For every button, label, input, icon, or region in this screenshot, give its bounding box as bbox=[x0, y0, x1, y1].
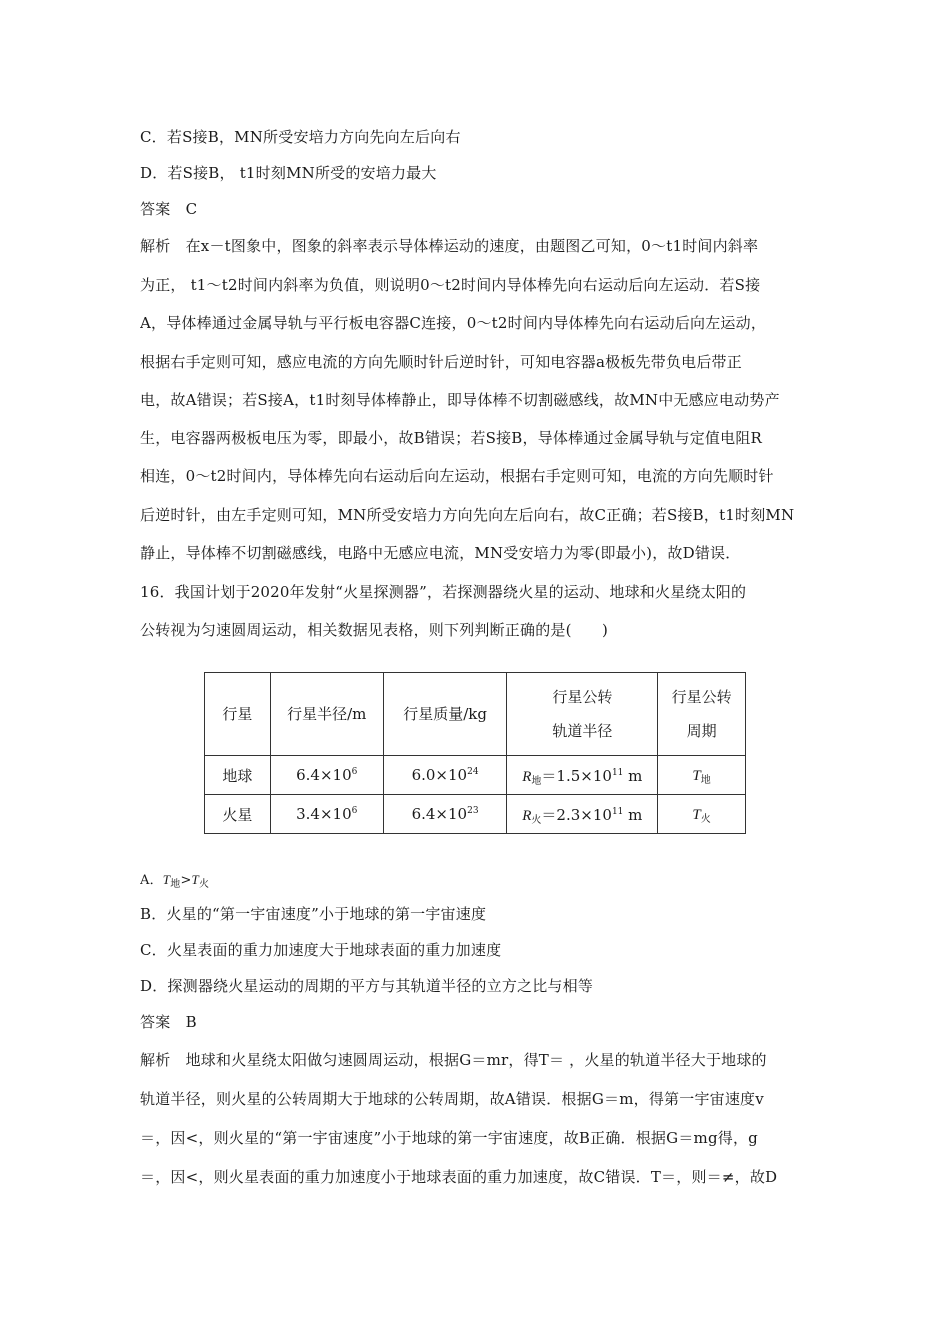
prev-analysis-line-3: A，导体棒通过金属导轨与平行板电容器C连接，0～t2时间内导体棒先向右运动后向左运动， bbox=[140, 314, 767, 332]
option-a: A．$T_地>T_火$ bbox=[140, 872, 210, 890]
table-row-earth bbox=[205, 756, 746, 795]
header-period-line1: 行星公转 bbox=[671, 688, 732, 706]
answer: 答案 B bbox=[140, 1013, 197, 1031]
cell-planet: 地球 bbox=[205, 756, 271, 795]
table-header-row bbox=[205, 673, 746, 756]
prev-analysis-line-5: 电，故A错误；若S接A，t1时刻导体棒静止，即导体棒不切割磁感线，故MN中无感应电动势产 bbox=[140, 391, 780, 409]
analysis-line-1: 解析 地球和火星绕太阳做匀速圆周运动，根据G＝mr，得T＝ ，火星的轨道半径大于地球的 bbox=[140, 1051, 767, 1069]
prev-analysis-line-1: 解析 在x－t图象中，图象的斜率表示导体棒运动的速度，由题图乙可知，0～t1时间内斜率 bbox=[140, 237, 759, 255]
prev-analysis-line-8: 后逆时针，由左手定则可知，MN所受安培力方向先向左后向右，故C正确；若S接B，t1时刻MN bbox=[140, 506, 795, 524]
analysis-line-3: ＝，因<，则火星的“第一宇宙速度”小于地球的第一宇宙速度，故B正确．根据G＝mg得，g bbox=[140, 1129, 758, 1147]
prev-answer: 答案 C bbox=[140, 200, 198, 218]
prev-option-c: C．若S接B，MN所受安培力方向先向左后向右 bbox=[140, 128, 461, 146]
option-d: D．探测器绕火星运动的周期的平方与其轨道半径的立方之比与相等 bbox=[140, 977, 594, 995]
cell-mass: $6.4\times 10^{23}$ bbox=[383, 795, 507, 834]
prev-option-d: D．若S接B， t1时刻MN所受的安培力最大 bbox=[140, 164, 437, 182]
header-radius: 行星半径/m bbox=[270, 673, 383, 756]
option-b: B．火星的“第一宇宙速度”小于地球的第一宇宙速度 bbox=[140, 905, 487, 923]
analysis-line-4: ＝，因<，则火星表面的重力加速度小于地球表面的重力加速度，故C错误．T＝，则＝≠，故D bbox=[140, 1168, 778, 1186]
prev-analysis-line-2: 为正， t1～t2时间内斜率为负值，则说明0～t2时间内导体棒先向右运动后向左运动．若S接 bbox=[140, 276, 761, 294]
planet-data-table bbox=[204, 672, 746, 834]
cell-radius: $6.4\times 10^6$ bbox=[270, 756, 383, 795]
cell-planet: 火星 bbox=[205, 795, 271, 834]
header-orbit-radius bbox=[507, 673, 658, 756]
question-line-1: 16．我国计划于2020年发射“火星探测器”，若探测器绕火星的运动、地球和火星绕太阳的 bbox=[140, 583, 747, 601]
header-mass: 行星质量/kg bbox=[383, 673, 507, 756]
header-period bbox=[658, 673, 746, 756]
header-orbit-radius-line2: 轨道半径 bbox=[552, 722, 613, 740]
analysis-line-2: 轨道半径，则火星的公转周期大于地球的公转周期，故A错误．根据G＝m，得第一宇宙速度v bbox=[140, 1090, 764, 1108]
table-row-mars bbox=[205, 795, 746, 834]
prev-analysis-line-9: 静止，导体棒不切割磁感线，电路中无感应电流，MN受安培力为零(即最小)，故D错误． bbox=[140, 544, 741, 562]
cell-mass: $6.0\times 10^{24}$ bbox=[383, 756, 507, 795]
option-c: C．火星表面的重力加速度大于地球表面的重力加速度 bbox=[140, 941, 502, 959]
cell-orbit-radius: $R_地=1.5\times 10^{11}$ m bbox=[507, 756, 658, 795]
header-period-line2: 周期 bbox=[686, 722, 717, 740]
cell-radius: $3.4\times 10^6$ bbox=[270, 795, 383, 834]
prev-analysis-line-4: 根据右手定则可知，感应电流的方向先顺时针后逆时针，可知电容器a极板先带负电后带正 bbox=[140, 353, 742, 371]
cell-orbit-radius: $R_火=2.3\times 10^{11}$ m bbox=[507, 795, 658, 834]
header-orbit-radius-line1: 行星公转 bbox=[552, 688, 613, 706]
question-line-2: 公转视为匀速圆周运动，相关数据见表格，则下列判断正确的是( ) bbox=[140, 621, 609, 639]
prev-analysis-line-6: 生，电容器两极板电压为零，即最小，故B错误；若S接B，导体棒通过金属导轨与定值电阻R bbox=[140, 429, 763, 447]
cell-period: $T_地$ bbox=[658, 756, 746, 795]
cell-period: $T_火$ bbox=[658, 795, 746, 834]
header-planet: 行星 bbox=[205, 673, 271, 756]
prev-analysis-line-7: 相连，0～t2时间内，导体棒先向右运动后向左运动，根据右手定则可知，电流的方向先顺时针 bbox=[140, 467, 774, 485]
